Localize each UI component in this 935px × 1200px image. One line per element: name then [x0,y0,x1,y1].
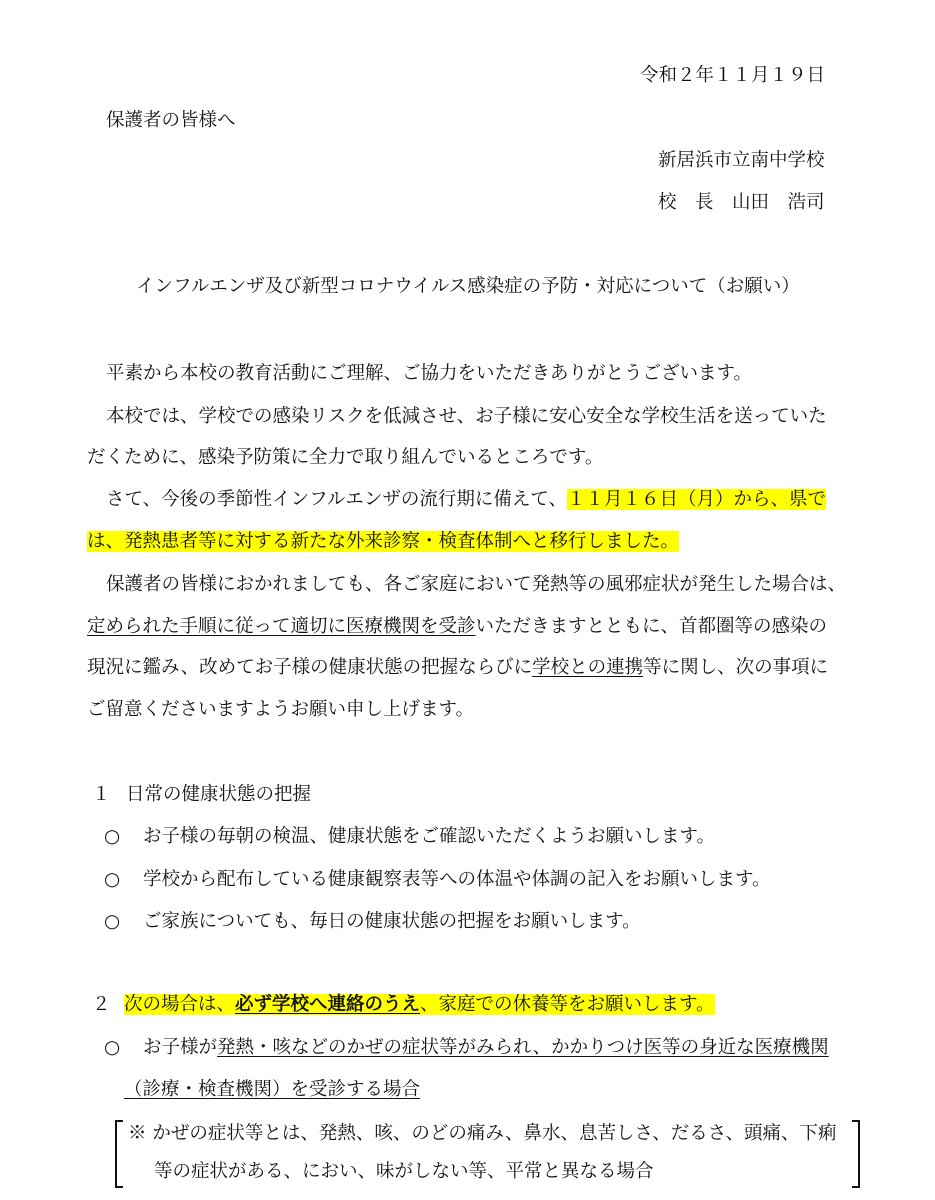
paragraph-2-line-2: だくために、感染予防策に全力で取り組んでいるところです。 [87,447,604,468]
paragraph-4-line-2 [87,614,827,640]
section-1-number: １ [92,784,111,805]
note-bracket-left [115,1120,123,1188]
section-1-heading: 日常の健康状態の把握 [126,784,312,805]
highlight-new-system: は、発熱患者等に対する新たな外来診察・検査体制へと移行しました。 [87,531,680,552]
paragraph-4-line-4: ご留意くださいますようお願い申し上げます。 [87,699,475,720]
bullet-icon: ○ [104,1037,121,1058]
principal-name: 校 長 山田 浩司 [658,192,825,213]
bullet-icon: ○ [104,911,121,932]
section-2-item-text: お子様が [143,1037,218,1058]
highlight-date: １１月１６日（月）から、県で [567,489,827,510]
note-line-2: 等の症状がある、におい、味がしない等、平常と異なる場合 [154,1161,654,1182]
paragraph-4-line-1: 保護者の皆様におかれましても、各ご家庭において発熱等の風邪症状が発生した場合は、 [106,574,847,595]
section-2-item-line-2 [124,1077,420,1103]
paragraph-3-line-1 [106,487,826,513]
paragraph-3-line-2 [87,529,679,555]
section-2-number: ２ [92,994,111,1015]
date-line: 令和２年１１月１９日 [640,65,826,86]
section-1-item: 学校から配布している健康観察表等への体温や体調の記入をお願いします。 [143,869,771,890]
note-bracket-right [852,1120,860,1188]
section-2-item-line-1 [143,1035,829,1061]
paragraph-4-text: 等に関し、次の事項に [643,657,829,678]
underline-school-cooperation: 学校との連携 [532,657,644,678]
section-2-heading [124,992,715,1018]
underline-symptoms: 発熱・咳などのかぜの症状等がみられ、かかりつけ医等の身近な医療機関 [217,1037,829,1058]
section-2-heading-emphasis: 必ず学校へ連絡のうえ [235,994,421,1015]
paragraph-3-text: さて、今後の季節性インフルエンザの流行期に備えて、 [106,489,568,510]
recipient-line: 保護者の皆様へ [106,110,236,131]
paragraph-4-line-3 [87,655,828,681]
bullet-icon: ○ [104,826,121,847]
bullet-icon: ○ [104,869,121,890]
paragraph-2-line-1: 本校では、学校での感染リスクを低減させ、お子様に安心安全な学校生活を送っていた [106,406,827,427]
paragraph-4-text: いただきますとともに、首都圏等の感染の [475,616,828,637]
underline-clinic: （診療・検査機関）を受診する場合 [124,1079,421,1100]
section-1-item: ご家族についても、毎日の健康状態の把握をお願いします。 [143,911,641,932]
paragraph-1: 平素から本校の教育活動にご理解、ご協力をいただきありがとうございます。 [106,363,753,384]
underline-procedure: 定められた手順に従って適切に医療機関を受診 [87,616,476,637]
school-name: 新居浜市立南中学校 [658,150,825,171]
note-line-1: ※ かぜの症状等とは、発熱、咳、のどの痛み、鼻水、息苦しさ、だるさ、頭痛、下痢 [128,1123,837,1144]
section-1-item: お子様の毎朝の検温、健康状態をご確認いただくようお願いします。 [143,826,716,847]
section-2-heading-text: 、家庭での休養等をお願いします。 [420,994,715,1015]
section-2-heading-text: 次の場合は、 [124,994,236,1015]
document-title: インフルエンザ及び新型コロナウイルス感染症の予防・対応について（お願い） [136,276,800,297]
paragraph-4-text: 現況に鑑み、改めてお子様の健康状態の把握ならびに [87,657,533,678]
